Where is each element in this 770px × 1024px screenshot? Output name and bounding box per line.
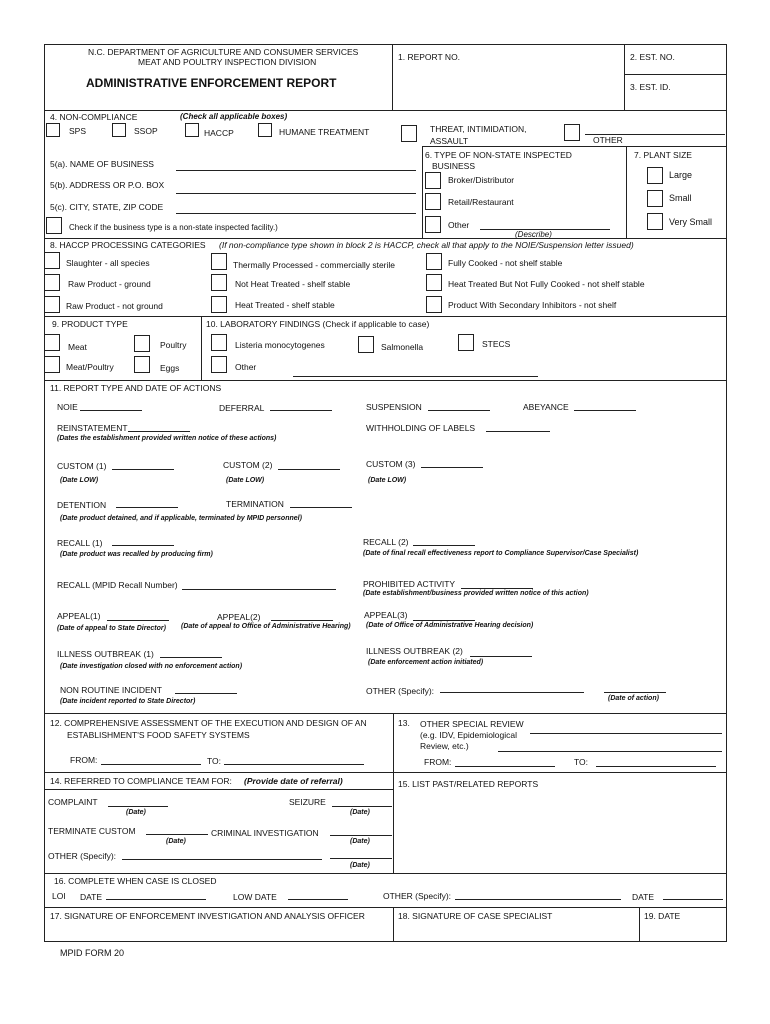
seizure-label: SEIZURE [289, 797, 326, 807]
meat-checkbox[interactable] [44, 334, 60, 351]
appeal3-note: (Date of Office of Administrative Hearing decision) [366, 622, 534, 629]
criminal-field[interactable] [330, 835, 392, 836]
business-address-field[interactable] [176, 193, 416, 194]
withholding-field[interactable] [486, 431, 550, 432]
review13-line3: Review, etc.) [420, 741, 469, 751]
other-action-field[interactable] [440, 692, 584, 693]
related15-label: 15. LIST PAST/RELATED REPORTS [398, 779, 539, 789]
review13-from-field[interactable] [455, 766, 555, 767]
stecs-checkbox[interactable] [458, 334, 474, 351]
business-city-field[interactable] [176, 213, 416, 214]
salmonella-label: Salmonella [381, 342, 424, 352]
criminal-date-note: (Date) [350, 838, 370, 845]
poultry-label: Poultry [160, 340, 187, 350]
detention-note: (Date product detained, and if applicable, terminated by MPID personnel) [60, 515, 302, 522]
other-noncompliance-label: OTHER [593, 135, 623, 145]
haccp8-note: (If non-compliance type shown in block 2 is HACCP, check all that apply to the NOIE/Suspension letter issued) [219, 240, 634, 250]
referred-other-label: OTHER (Specify): [48, 851, 117, 861]
terminate-custom-label: TERMINATE CUSTOM [48, 826, 136, 836]
referred-other-date-field[interactable] [330, 858, 392, 859]
custom2-label: CUSTOM (2) [223, 460, 273, 470]
custom3-label: CUSTOM (3) [366, 459, 416, 469]
form-frame [44, 44, 727, 942]
prohibited-note: (Date establishment/business provided written notice of this action) [363, 590, 589, 597]
custom1-note: (Date LOW) [60, 477, 99, 484]
retail-label: Retail/Restaurant [448, 197, 514, 207]
type6-other-checkbox[interactable] [425, 216, 441, 233]
business-name-field[interactable] [176, 170, 416, 171]
raw-not-ground-label: Raw Product - not ground [66, 301, 163, 311]
secondary-label: Product With Secondary Inhibitors - not shelf [448, 300, 617, 310]
suspension-label: SUSPENSION [366, 402, 422, 412]
noie-label: NOIE [57, 402, 78, 412]
heat-treated-label: Heat Treated - shelf stable [235, 300, 335, 310]
nonroutine-note: (Date incident reported to State Director) [60, 698, 196, 705]
criminal-label: CRIMINAL INVESTIGATION [211, 828, 319, 838]
custom2-field[interactable] [278, 469, 340, 470]
signature18-label: 18. SIGNATURE OF CASE SPECIALIST [398, 911, 553, 921]
other-action-note: (Date of action) [608, 695, 659, 702]
very-small-checkbox[interactable] [647, 213, 663, 230]
assessment12-label: 12. COMPREHENSIVE ASSESSMENT OF THE EXECUTION AND DESIGN OF AN [50, 718, 367, 728]
prohibited-field[interactable] [461, 588, 533, 589]
appeal3-label: APPEAL(3) [364, 610, 408, 620]
slaughter-checkbox[interactable] [44, 252, 60, 269]
prohibited-label: PROHIBITED ACTIVITY [363, 579, 456, 589]
small-checkbox[interactable] [647, 190, 663, 207]
custom1-label: CUSTOM (1) [57, 461, 107, 471]
haccp-checkbox[interactable] [185, 123, 199, 137]
custom3-field[interactable] [421, 467, 483, 468]
large-checkbox[interactable] [647, 167, 663, 184]
secondary-checkbox[interactable] [426, 296, 442, 313]
lab-other-field[interactable] [293, 376, 538, 377]
raw-ground-checkbox[interactable] [44, 274, 60, 291]
referred-other-field[interactable] [122, 859, 322, 860]
loi-date-field[interactable] [106, 899, 206, 900]
appeal1-note: (Date of appeal to State Director) [57, 625, 166, 632]
other-noncompliance-checkbox[interactable] [564, 124, 580, 141]
very-small-label: Very Small [669, 217, 713, 227]
closed-date-field[interactable] [663, 899, 723, 900]
fully-cooked-checkbox[interactable] [426, 253, 442, 270]
heat-not-fully-checkbox[interactable] [426, 274, 442, 291]
meat-poultry-checkbox[interactable] [44, 356, 60, 373]
type6-other-label: Other [448, 220, 470, 230]
assessment12-from-field[interactable] [101, 764, 201, 765]
illness1-label: ILLNESS OUTBREAK (1) [57, 649, 154, 659]
division-name: MEAT AND POULTRY INSPECTION DIVISION [138, 57, 317, 67]
recall2-label: RECALL (2) [363, 537, 409, 547]
detention-field[interactable] [116, 507, 178, 508]
noncompliance-label: 4. NON-COMPLIANCE [50, 112, 138, 122]
withholding-label: WITHHOLDING OF LABELS [366, 423, 476, 433]
listeria-checkbox[interactable] [211, 334, 227, 351]
retail-checkbox[interactable] [425, 193, 441, 210]
illness2-field[interactable] [470, 656, 532, 657]
fully-cooked-label: Fully Cooked - not shelf stable [448, 258, 563, 268]
actions11-label: 11. REPORT TYPE AND DATE OF ACTIONS [50, 383, 222, 393]
stecs-label: STECS [482, 339, 511, 349]
low-date-field[interactable] [288, 899, 348, 900]
illness2-label: ILLNESS OUTBREAK (2) [366, 646, 463, 656]
haccp-label: HACCP [204, 128, 234, 138]
report-no-label: 1. REPORT NO. [398, 52, 461, 62]
business-city-label: 5(c). CITY, STATE, ZIP CODE [50, 202, 164, 212]
thermally-label: Thermally Processed - commercially sterile [233, 260, 396, 270]
recall-mpid-field[interactable] [182, 589, 336, 590]
broker-label: Broker/Distributor [448, 175, 515, 185]
closed-other-field[interactable] [455, 899, 621, 900]
sps-label: SPS [69, 126, 87, 136]
other-action-date-field[interactable] [604, 692, 666, 693]
raw-not-ground-checkbox[interactable] [44, 296, 60, 313]
small-label: Small [669, 193, 692, 203]
review13-line1: OTHER SPECIAL REVIEW [420, 719, 524, 729]
referred14-label: 14. REFERRED TO COMPLIANCE TEAM FOR: [50, 776, 232, 786]
assault-label: ASSAULT [430, 136, 469, 146]
noie-field[interactable] [80, 410, 142, 411]
seizure-field[interactable] [332, 806, 392, 807]
complaint-label: COMPLAINT [48, 797, 98, 807]
humane-checkbox[interactable] [258, 123, 272, 137]
form-number: MPID FORM 20 [60, 948, 125, 958]
noncompliance-note: (Check all applicable boxes) [180, 112, 288, 121]
illness1-note: (Date investigation closed with no enforcement action) [60, 663, 243, 670]
review13-field-2[interactable] [498, 751, 722, 752]
threat-label: THREAT, INTIMIDATION, [430, 124, 527, 134]
appeal2-note: (Date of appeal to Office of Administrative Hearing) [181, 623, 351, 630]
detention-label: DETENTION [57, 500, 107, 510]
ssop-checkbox[interactable] [112, 123, 126, 137]
slaughter-label: Slaughter - all species [66, 258, 150, 268]
meat-label: Meat [68, 342, 87, 352]
assessment12-to-field[interactable] [224, 764, 364, 765]
seizure-date-note: (Date) [350, 809, 370, 816]
describe-note: (Describe) [515, 230, 552, 239]
closed-date-label: DATE [632, 892, 655, 902]
review13-number: 13. [398, 718, 410, 728]
appeal1-label: APPEAL(1) [57, 611, 101, 621]
salmonella-checkbox[interactable] [358, 336, 374, 353]
est-id-label: 3. EST. ID. [630, 82, 671, 92]
custom1-field[interactable] [112, 469, 174, 470]
recall2-field[interactable] [413, 545, 475, 546]
nonstate-label: Check if the business type is a non-state inspected facility.) [69, 223, 278, 232]
date19-label: 19. DATE [644, 911, 681, 921]
abeyance-label: ABEYANCE [523, 402, 569, 412]
product9-label: 9. PRODUCT TYPE [52, 319, 128, 329]
plant-size-label: 7. PLANT SIZE [634, 150, 692, 160]
haccp8-label: 8. HACCP PROCESSING CATEGORIES [50, 240, 206, 250]
closed16-label: 16. COMPLETE WHEN CASE IS CLOSED [54, 876, 217, 886]
illness1-field[interactable] [160, 657, 222, 658]
reinstatement-note: (Dates the establishment provided written notice of these actions) [57, 435, 277, 442]
business-name-label: 5(a). NAME OF BUSINESS [50, 159, 154, 169]
meat-poultry-label: Meat/Poultry [66, 362, 114, 372]
deferral-label: DEFERRAL [219, 403, 265, 413]
referred-other-date-note: (Date) [350, 862, 370, 869]
nonroutine-field[interactable] [175, 693, 237, 694]
recall1-label: RECALL (1) [57, 538, 103, 548]
recall2-note: (Date of final recall effectiveness report to Compliance Supervisor/Case Specialist) [363, 550, 639, 557]
review13-field[interactable] [530, 733, 722, 734]
loi-date-label: DATE [80, 892, 103, 902]
assessment12-to-label: TO: [207, 756, 222, 766]
termination-label: TERMINATION [226, 499, 284, 509]
est-no-label: 2. EST. NO. [630, 52, 675, 62]
termination-field[interactable] [290, 507, 352, 508]
type6-label-2: BUSINESS [432, 161, 475, 171]
lab-other-checkbox[interactable] [211, 356, 227, 373]
lab-other-label: Other [235, 362, 257, 372]
eggs-checkbox[interactable] [134, 356, 150, 373]
heat-not-fully-label: Heat Treated But Not Fully Cooked - not shelf stable [448, 279, 645, 289]
complaint-field[interactable] [108, 806, 168, 807]
appeal2-label: APPEAL(2) [217, 612, 261, 622]
review13-from-label: FROM: [424, 757, 452, 767]
listeria-label: Listeria monocytogenes [235, 340, 325, 350]
not-heat-label: Not Heat Treated - shelf stable [235, 279, 351, 289]
assessment12-label-2: ESTABLISHMENT'S FOOD SAFETY SYSTEMS [67, 730, 250, 740]
nonstate-checkbox[interactable] [46, 217, 62, 234]
thermally-checkbox[interactable] [211, 253, 227, 270]
custom3-note: (Date LOW) [368, 477, 407, 484]
recall1-field[interactable] [112, 545, 174, 546]
raw-ground-label: Raw Product - ground [68, 279, 151, 289]
complaint-date-note: (Date) [126, 809, 146, 816]
terminate-date-note: (Date) [166, 838, 186, 845]
suspension-field[interactable] [428, 410, 490, 411]
type6-label: 6. TYPE OF NON-STATE INSPECTED [425, 150, 572, 160]
abeyance-field[interactable] [574, 410, 636, 411]
dept-name: N.C. DEPARTMENT OF AGRICULTURE AND CONSUMER SERVICES [88, 47, 359, 57]
closed-other-label: OTHER (Specify): [383, 891, 452, 901]
heat-treated-checkbox[interactable] [211, 296, 227, 313]
threat-checkbox[interactable] [401, 125, 417, 142]
nonroutine-label: NON ROUTINE INCIDENT [60, 685, 162, 695]
not-heat-checkbox[interactable] [211, 274, 227, 291]
broker-checkbox[interactable] [425, 172, 441, 189]
reinstatement-field[interactable] [128, 431, 190, 432]
other-action-label: OTHER (Specify): [366, 686, 435, 696]
form-title: ADMINISTRATIVE ENFORCEMENT REPORT [86, 76, 337, 90]
business-address-label: 5(b). ADDRESS OR P.O. BOX [50, 180, 165, 190]
appeal2-field[interactable] [271, 620, 333, 621]
low-date-label: LOW DATE [233, 892, 277, 902]
review13-to-label: TO: [574, 757, 589, 767]
recall1-note: (Date product was recalled by producing firm) [60, 551, 213, 558]
referred14-note: (Provide date of referral) [244, 776, 343, 786]
review13-line2: (e.g. IDV, Epidemiological [420, 730, 518, 740]
custom2-note: (Date LOW) [226, 477, 265, 484]
ssop-label: SSOP [134, 126, 158, 136]
loi-label: LOI [52, 891, 66, 901]
signature17-label: 17. SIGNATURE OF ENFORCEMENT INVESTIGATION AND ANALYSIS OFFICER [50, 911, 365, 921]
large-label: Large [669, 170, 693, 180]
appeal1-field[interactable] [107, 620, 169, 621]
assessment12-from-label: FROM: [70, 755, 98, 765]
lab10-label: 10. LABORATORY FINDINGS (Check if applicable to case) [206, 319, 430, 329]
illness2-note: (Date enforcement action initiated) [368, 659, 484, 666]
humane-label: HUMANE TREATMENT [279, 127, 370, 137]
terminate-custom-field[interactable] [146, 834, 208, 835]
appeal3-field[interactable] [413, 620, 475, 621]
review13-to-field[interactable] [596, 766, 716, 767]
sps-checkbox[interactable] [46, 123, 60, 137]
recall-mpid-label: RECALL (MPID Recall Number) [57, 580, 178, 590]
deferral-field[interactable] [270, 410, 332, 411]
reinstatement-label: REINSTATEMENT [57, 423, 128, 433]
poultry-checkbox[interactable] [134, 335, 150, 352]
eggs-label: Eggs [160, 363, 180, 373]
